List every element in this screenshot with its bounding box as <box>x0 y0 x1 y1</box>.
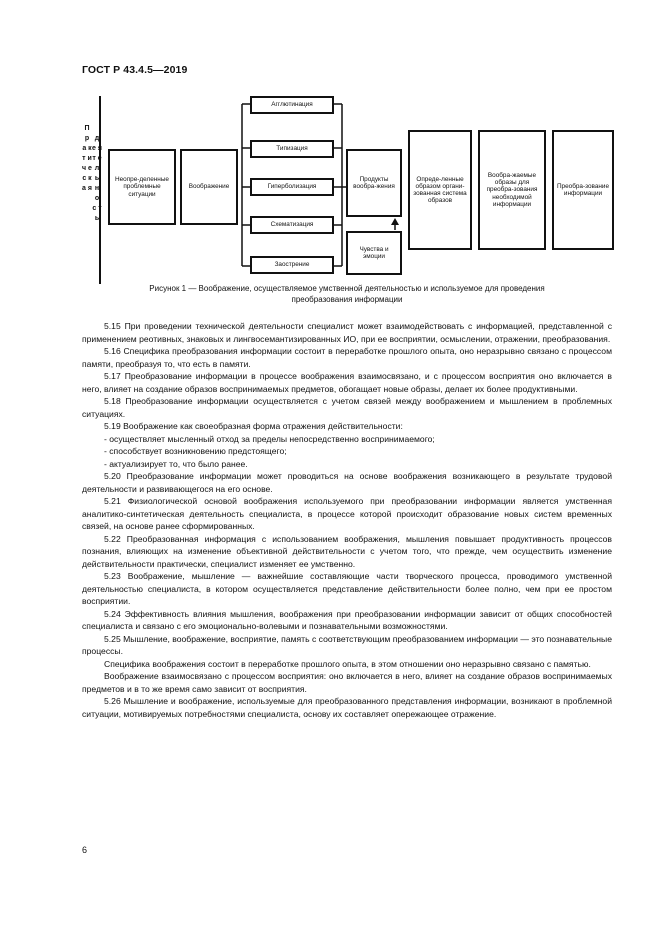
paragraph-imagination-specifics: Специфика воображения состоит в переработке прошлого опыта, в этом отношении оно неразрывно связано с памятью. <box>104 658 591 669</box>
box-imagination: Воображение <box>180 149 238 225</box>
figure-1-diagram <box>78 94 618 290</box>
paragraph-5-21: 5.21 Физиологической основой воображения используемого при преобразовании информации является умственная аналитико-синтетическая деятельность специалиста, в процессе которой происходит образование новых систем временных связей, на основе ранее сформированных. <box>82 496 612 531</box>
vertical-label-right: д е я т е л ь н о с т ь <box>92 135 102 222</box>
list-item: - способствует возникновению предстоящего; <box>104 446 287 456</box>
box-feelings-emotions: Чувства и эмоции <box>346 231 402 275</box>
paragraph-5-23: 5.23 Воображение, мышление — важнейшие составляющие части творческого процесса, проводимого умственной деятельностью специалиста, в котором осуществляется представление действительности более полно, чем при ее простом восприятии. <box>82 571 612 606</box>
box-sharpening: Заострение <box>250 256 334 274</box>
paragraph-5-25: 5.25 Мышление, воображение, восприятие, память с соответствующим преобразованием информации — это познавательные процессы. <box>82 633 612 656</box>
figure-caption <box>82 283 612 305</box>
paragraph-5-17: 5.17 Преобразование информации в процессе воображения взаимосвязано, и с процессом восприятия оно включается в него, влияет на создание образов воспринимаемых предметов, обогащает новые образы, делает их более продуктивными. <box>82 371 612 394</box>
box-defined-images-system: Опреде-ленные образом органи-зованная система образов <box>408 130 472 250</box>
box-necessary-images: Вообра-жаемые образы для преобра-зования необходимой информации <box>478 130 546 250</box>
box-typization: Типизация <box>250 140 334 158</box>
box-imagination-products: Продукты вообра-жения <box>346 149 402 217</box>
paragraph-5-18: 5.18 Преобразование информации осуществляется с учетом связей между воображением и мышлением в проблемных ситуациях. <box>82 396 612 419</box>
caption-line-2: преобразования информации <box>291 295 403 304</box>
vertical-label-left: П р а к т и ч е с к а я <box>82 125 92 192</box>
document-header: ГОСТ Р 43.4.5—2019 <box>82 64 188 76</box>
paragraph-5-19: 5.19 Воображение как своеобразная форма отражения действительности: <box>104 421 403 431</box>
paragraph-5-22: 5.22 Преобразованная информация с использованием воображения, мышления повышает продуктивность процессов познания, влияющих на изменение объективной действительности с учетом того, что прежде, чем осуществить изменение действительности практически, специалист изменяет ее умственно. <box>82 533 612 569</box>
paragraph-5-16: 5.16 Специфика преобразования информации состоит в переработке прошлого опыта, оно неразрывно связано с процессом памяти, преобразуя то, что есть в памяти. <box>82 346 612 369</box>
caption-line-1: Рисунок 1 — Воображение, осуществляемое умственной деятельностью и используемое для проведения <box>149 284 545 293</box>
box-agglutination: Агглютинация <box>250 96 334 114</box>
paragraph-5-24: 5.24 Эффективность влияния мышления, воображения при преобразовании информации зависит от общих способностей специалиста и связано с его эмоционально-волевыми и познавательными возможностями. <box>82 608 612 631</box>
paragraph-5-20: 5.20 Преобразование информации может проводиться на основе воображения возникающего в результате трудовой деятельности и развивающегося на его основе. <box>82 471 612 494</box>
box-hyperbolization: Гиперболизация <box>250 178 334 196</box>
list-item: - осуществляет мысленный отход за пределы непосредственно воспринимаемого; <box>104 433 435 444</box>
box-uncertain-situations: Неопре-деленные проблемные ситуации <box>108 149 176 225</box>
body-text <box>82 320 612 720</box>
box-schematization: Схематизация <box>250 216 334 234</box>
paragraph-5-15: 5.15 При проведении технической деятельности специалист может взаимодействовать с информацией, представленной с применением реотивных, знаковых и лингвосемантизированных ИО, при ее восприятии, осмыслении, отражении, преобразования. <box>82 321 612 344</box>
paragraph-5-26: 5.26 Мышление и воображение, используемые для преобразованного представления информации, возникают в проблемной ситуации, мотивируемых потребностями специалиста, основу их составляет опережающее отражение. <box>82 696 612 719</box>
list-item: - актуализирует то, что было ранее. <box>104 458 248 469</box>
page-number: 6 <box>82 845 88 855</box>
box-information-transformation: Преобра-зование информации <box>552 130 614 250</box>
paragraph-imagination-perception: Воображение взаимосвязано с процессом восприятия: оно включается в него, влияет на создание образов воспринимаемых предметов и в то же время само зависит от восприятия. <box>82 671 612 694</box>
